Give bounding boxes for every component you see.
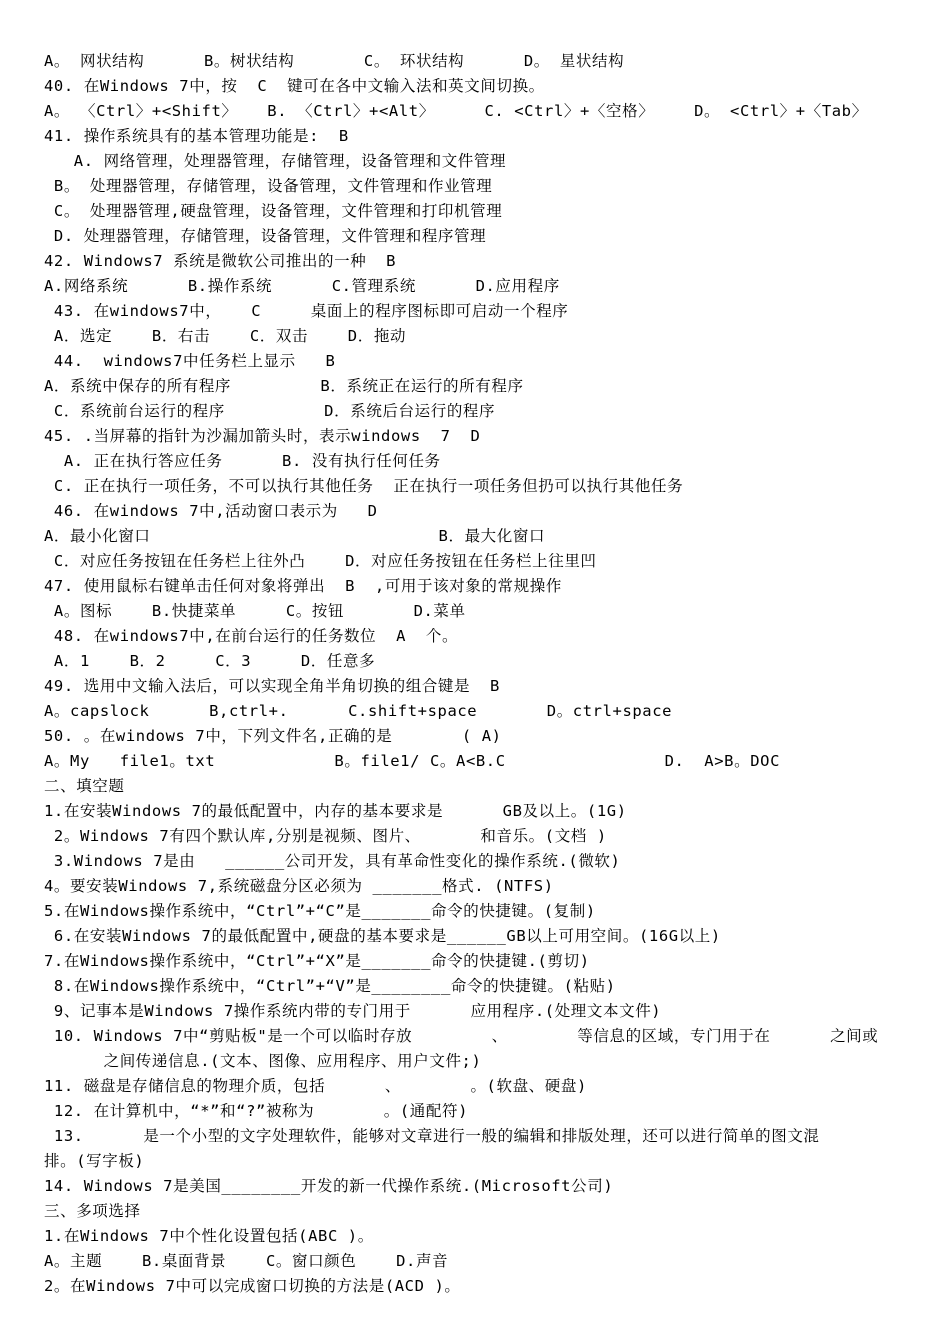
text-line: A. 正在执行答应任务 B. 没有执行任何任务 <box>44 452 441 470</box>
text-line: 2。Windows 7有四个默认库,分别是视频、图片、 和音乐。(文档 ) <box>44 827 607 845</box>
text-line: 之间传递信息.(文本、图像、应用程序、用户文件;) <box>44 1052 482 1070</box>
text-line: A. 网络管理，处理器管理，存储管理，设备管理和文件管理 <box>44 152 507 170</box>
text-line: A．1 B．2 C．3 D．任意多 <box>44 652 376 670</box>
text-line: 48. 在windows7中,在前台运行的任务数位 A 个。 <box>44 627 459 645</box>
text-line: C．对应任务按钮在任务栏上往外凸 D．对应任务按钮在任务栏上往里凹 <box>44 552 597 570</box>
text-line: A．最小化窗口 B．最大化窗口 <box>44 527 546 545</box>
text-line: A.网络系统 B.操作系统 C.管理系统 D.应用程序 <box>44 277 560 295</box>
text-line: 6.在安装Windows 7的最低配置中,硬盘的基本要求是______GB以上可用空间。(16G以上) <box>44 927 721 945</box>
text-line: 44. windows7中任务栏上显示 B <box>44 352 336 370</box>
text-line: 43. 在windows7中， C 桌面上的程序图标即可启动一个程序 <box>44 302 569 320</box>
text-line: 49. 选用中文输入法后，可以实现全角半角切换的组合键是 B <box>44 677 500 695</box>
text-line: 排。(写字板) <box>44 1152 145 1170</box>
text-line: 8.在Windows操作系统中，“Ctrl”+“V”是________命令的快捷键。(粘贴) <box>44 977 616 995</box>
text-line: A。 〈Ctrl〉+<Shift〉 B. 〈Ctrl〉+<Alt〉 C. <Ctrl〉+〈空格〉 D。 <Ctrl〉+〈Tab〉 <box>44 102 868 120</box>
text-line: 2。在Windows 7中可以完成窗口切换的方法是(ACD )。 <box>44 1277 461 1295</box>
text-line: A。 网状结构 B。树状结构 C。 环状结构 D。 星状结构 <box>44 52 625 70</box>
text-line: 40. 在Windows 7中，按 C 键可在各中文输入法和英文间切换。 <box>44 77 545 95</box>
text-line: 41. 操作系统具有的基本管理功能是: B <box>44 127 349 145</box>
text-line: 42. Windows7 系统是微软公司推出的一种 B <box>44 252 397 270</box>
text-line: 50. 。在windows 7中，下列文件名,正确的是 ( A) <box>44 727 502 745</box>
text-line: 3.Windows 7是由 ______公司开发，具有革命性变化的操作系统.(微软) <box>44 852 621 870</box>
text-line: 11. 磁盘是存储信息的物理介质，包括 、 。(软盘、硬盘) <box>44 1077 587 1095</box>
text-line: 47. 使用鼠标右键单击任何对象将弹出 B ,可用于该对象的常规操作 <box>44 577 562 595</box>
text-line: A．选定 B．右击 C．双击 D．拖动 <box>44 327 407 345</box>
text-line: A。My file1。txt B。file1/ C。A<B.C D. A>B。DOC <box>44 752 780 770</box>
text-line: 7.在Windows操作系统中，“Ctrl”+“X”是_______命令的快捷键.(剪切) <box>44 952 590 970</box>
text-line: A。capslock B,ctrl+. C.shift+space D。ctrl+space <box>44 702 673 720</box>
text-line: B。 处理器管理，存储管理，设备管理，文件管理和作业管理 <box>44 177 493 195</box>
text-line: 1.在安装Windows 7的最低配置中，内存的基本要求是 GB及以上。(1G) <box>44 802 627 820</box>
text-line: 45. .当屏幕的指针为沙漏加箭头时，表示windows 7 D <box>44 427 481 445</box>
text-line: 10. Windows 7中“剪贴板"是一个可以临时存放 、 等信息的区域，专门用于在 之间或 <box>44 1027 879 1045</box>
text-line: A。图标 B.快捷菜单 C。按钮 D.菜单 <box>44 602 466 620</box>
text-line: 12. 在计算机中，“*”和“?”被称为 。(通配符) <box>44 1102 469 1120</box>
section-heading: 二、填空题 <box>44 777 125 795</box>
text-line: A。主题 B.桌面背景 C。窗口颜色 D.声音 <box>44 1252 449 1270</box>
text-line: D. 处理器管理，存储管理，设备管理，文件管理和程序管理 <box>44 227 487 245</box>
text-line: C. 正在执行一项任务，不可以执行其他任务 正在执行一项任务但扔可以执行其他任务 <box>44 477 684 495</box>
section-heading: 三、多项选择 <box>44 1202 141 1220</box>
text-line: 13. 是一个小型的文字处理软件，能够对文章进行一般的编辑和排版处理，还可以进行简单的图文混 <box>44 1127 820 1145</box>
text-line: 4。要安装Windows 7,系统磁盘分区必须为 _______格式. (NTFS) <box>44 877 554 895</box>
text-line: 9、记事本是Windows 7操作系统内带的专门用于 应用程序.(处理文本文件) <box>44 1002 662 1020</box>
text-line: C．系统前台运行的程序 D．系统后台运行的程序 <box>44 402 496 420</box>
text-line: 1.在Windows 7中个性化设置包括(ABC )。 <box>44 1227 374 1245</box>
text-line: A．系统中保存的所有程序 B．系统正在运行的所有程序 <box>44 377 524 395</box>
text-line: 5.在Windows操作系统中，“Ctrl”+“C”是_______命令的快捷键。(复制) <box>44 902 596 920</box>
text-line: 14. Windows 7是美国________开发的新一代操作系统.(Microsoft公司) <box>44 1177 614 1195</box>
text-line: 46. 在windows 7中,活动窗口表示为 D <box>44 502 378 520</box>
text-line: C。 处理器管理,硬盘管理，设备管理，文件管理和打印机管理 <box>44 202 503 220</box>
